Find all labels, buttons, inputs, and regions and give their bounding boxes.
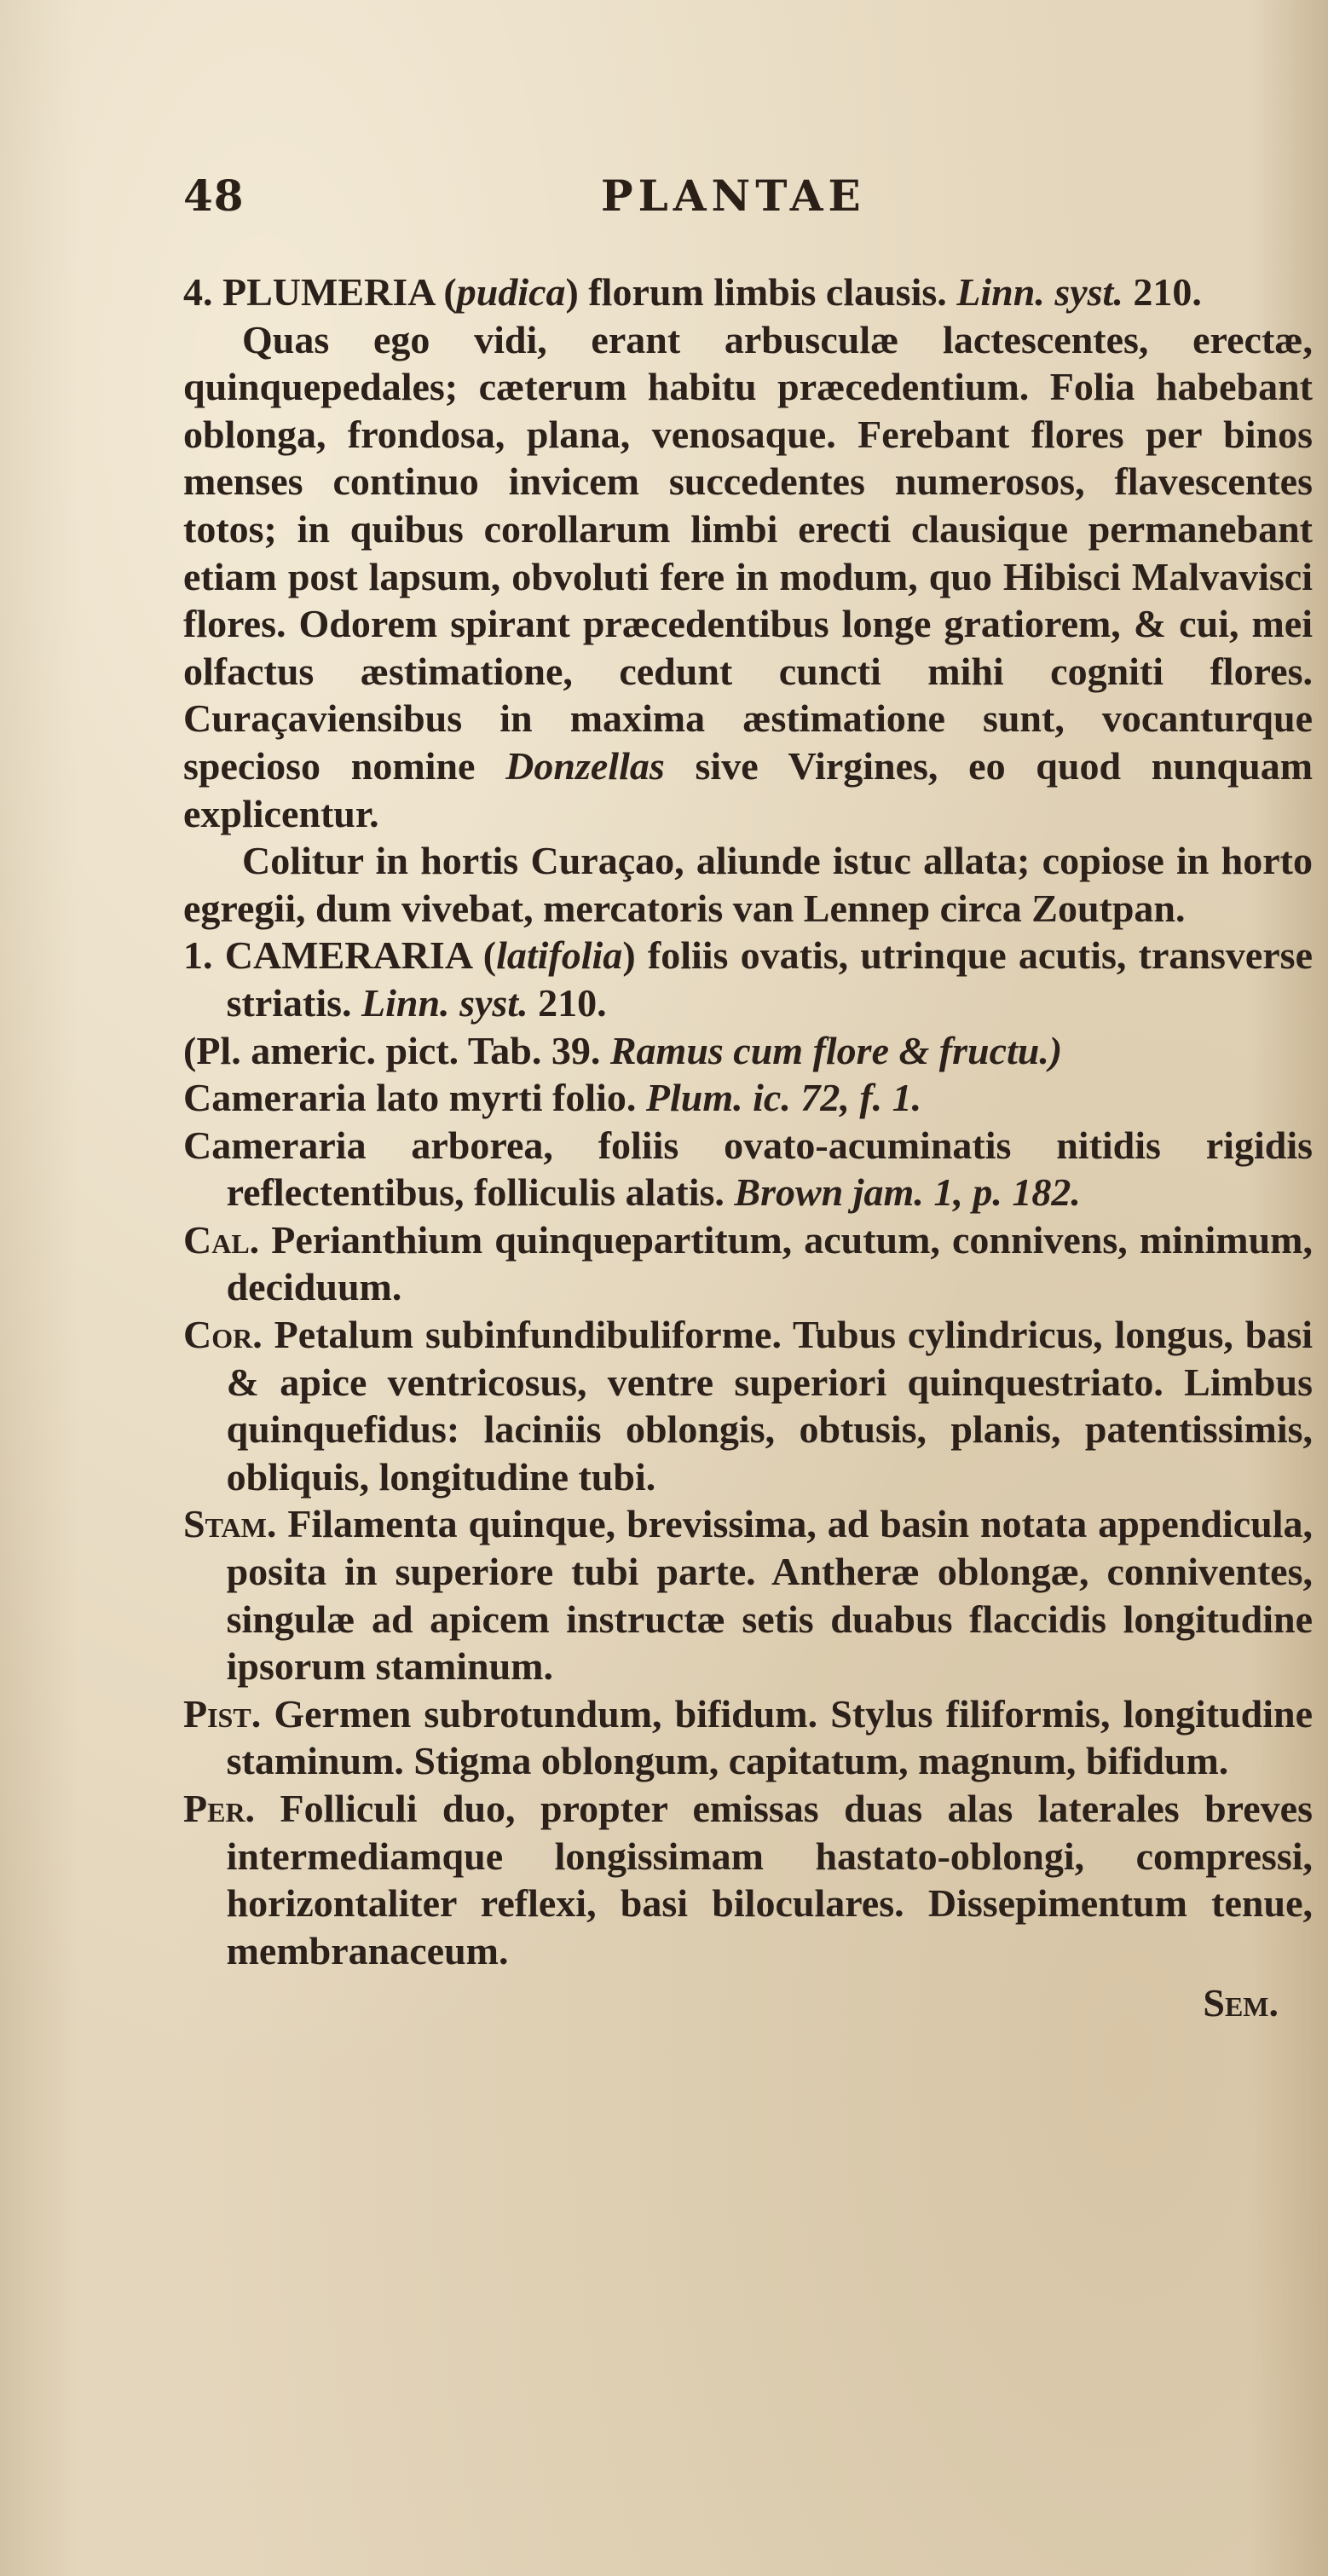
plumeria-heading [183, 269, 1313, 316]
reference-author: Linn. [361, 980, 450, 1025]
character-label: Cor. [183, 1313, 263, 1357]
character-text: Petalum subinfundibuliforme. Tubus cylindricus, longus, basi & apice ventricosus, ventre superiori quinquestriato. Limbus quinquefidus: laciniis oblongis, obtusis, planis, patentissimis, obliquis, longitudine tubi. [226, 1313, 1314, 1499]
character-text: Germen subrotundum, bifidum. Stylus filiformis, longitudine staminum. Stigma oblongum, capitatum, magnum, bifidum. [226, 1691, 1313, 1783]
page-header [175, 170, 1325, 230]
paren-close: ) [622, 933, 636, 978]
entry-number: 4. [183, 270, 213, 314]
genus-name: PLUMERIA [222, 270, 434, 314]
plate-caption: Ramus cum flore & fructu.) [609, 1028, 1063, 1072]
description-end: sive Virgines, eo quod nunquam explicentur. [183, 743, 1314, 835]
synonym-reference: Brown jam. 1, p. 182. [734, 1170, 1081, 1215]
character-label: Cal. [183, 1217, 260, 1262]
reference-page: 210. [1133, 270, 1202, 314]
synonym-text: Cameraria arborea, foliis ovato-acuminatis nitidis rigidis reflectentibus, folliculis alatis. [183, 1123, 1313, 1215]
description-text: Quas ego vidi, erant arbusculæ lactescentes, erectæ, quinquepedales; cæterum habitu præcedentium. Folia habebant oblonga, frondosa, plana, venosaque. Ferebant flores per binos menses continuo invicem succedentes numerosos, flavescentes totos; in quibus corollarum limbi erecti clausique permanebant etiam post lapsum, obvoluti fere in modum, quo Hibisci Malvavisci flores. Odorem spirant præcedentibus longe gratiorem, & cui, mei olfactus æstimatione, cedunt cuncti mihi cogniti flores. Curaçaviensibus in maxima æstimatione sunt, vocanturque specioso nomine [183, 317, 1313, 788]
synonym-plumier [183, 1074, 1313, 1122]
plumeria-description [183, 316, 1313, 838]
plate-number: (Pl. americ. pict. Tab. 39. [183, 1028, 601, 1072]
character-text: Filamenta quinque, brevissima, ad basin notata appendicula, posita in superiore tubi parte. Antheræ oblongæ, conniventes, singulæ ad apicem instructæ setis duabus flaccidis longitudine ipsorum staminum. [226, 1502, 1314, 1689]
character-label: Per. [183, 1787, 256, 1830]
species-name: pudica [456, 270, 566, 314]
paren-open: ( [482, 933, 497, 978]
diagnosis: florum limbis clausis. [588, 270, 947, 314]
entry-number: 1. [183, 933, 213, 978]
catchword: Sem. [1203, 1981, 1279, 2025]
reference-author: Linn. [956, 270, 1045, 314]
vernacular-name: Donzellas [505, 743, 665, 788]
character-corolla [183, 1311, 1313, 1500]
paren-close: ) [565, 270, 579, 314]
character-stamens [183, 1500, 1313, 1689]
genus-name: CAMERARIA [224, 933, 471, 978]
cameraria-heading [183, 932, 1313, 1026]
page-body [183, 269, 1313, 2027]
character-label: Pist. [183, 1691, 262, 1736]
synonym-text: Cameraria lato myrti folio. [183, 1076, 637, 1120]
character-text: Perianthium quinquepartitum, acutum, connivens, minimum, deciduum. [226, 1217, 1314, 1309]
character-text: Folliculi duo, propter emissas duas alas laterales breves intermediamque longissimam hastato-oblongi, compressi, horizontaliter reflexi, basi biloculares. Dissepimentum tenue, membranaceum. [226, 1787, 1313, 1972]
character-label: Stam. [183, 1502, 277, 1546]
synonym-reference: Plum. ic. 72, f. 1. [645, 1076, 922, 1120]
reference-work: syst. [459, 980, 528, 1025]
page-number: 48 [183, 170, 245, 221]
plate-reference [183, 1027, 1313, 1075]
synonym-browne [183, 1122, 1313, 1216]
book-page [175, 0, 1325, 2576]
character-calyx [183, 1216, 1313, 1311]
reference-page: 210. [538, 980, 607, 1025]
plumeria-habitat: Colitur in hortis Curaçao, aliunde istuc allata; copiose in horto egregii, dum vivebat, mercatoris van Lennep circa Zoutpan. [183, 839, 1313, 930]
character-pistil [183, 1690, 1313, 1785]
paren-open: ( [443, 270, 457, 314]
running-title: PLANTAE [601, 170, 866, 221]
diagnosis: foliis ovatis, utrinque acutis, transverse striatis. [226, 933, 1314, 1025]
species-name: latifolia [496, 933, 623, 978]
character-pericarp [183, 1785, 1313, 1974]
reference-work: syst. [1054, 270, 1123, 314]
